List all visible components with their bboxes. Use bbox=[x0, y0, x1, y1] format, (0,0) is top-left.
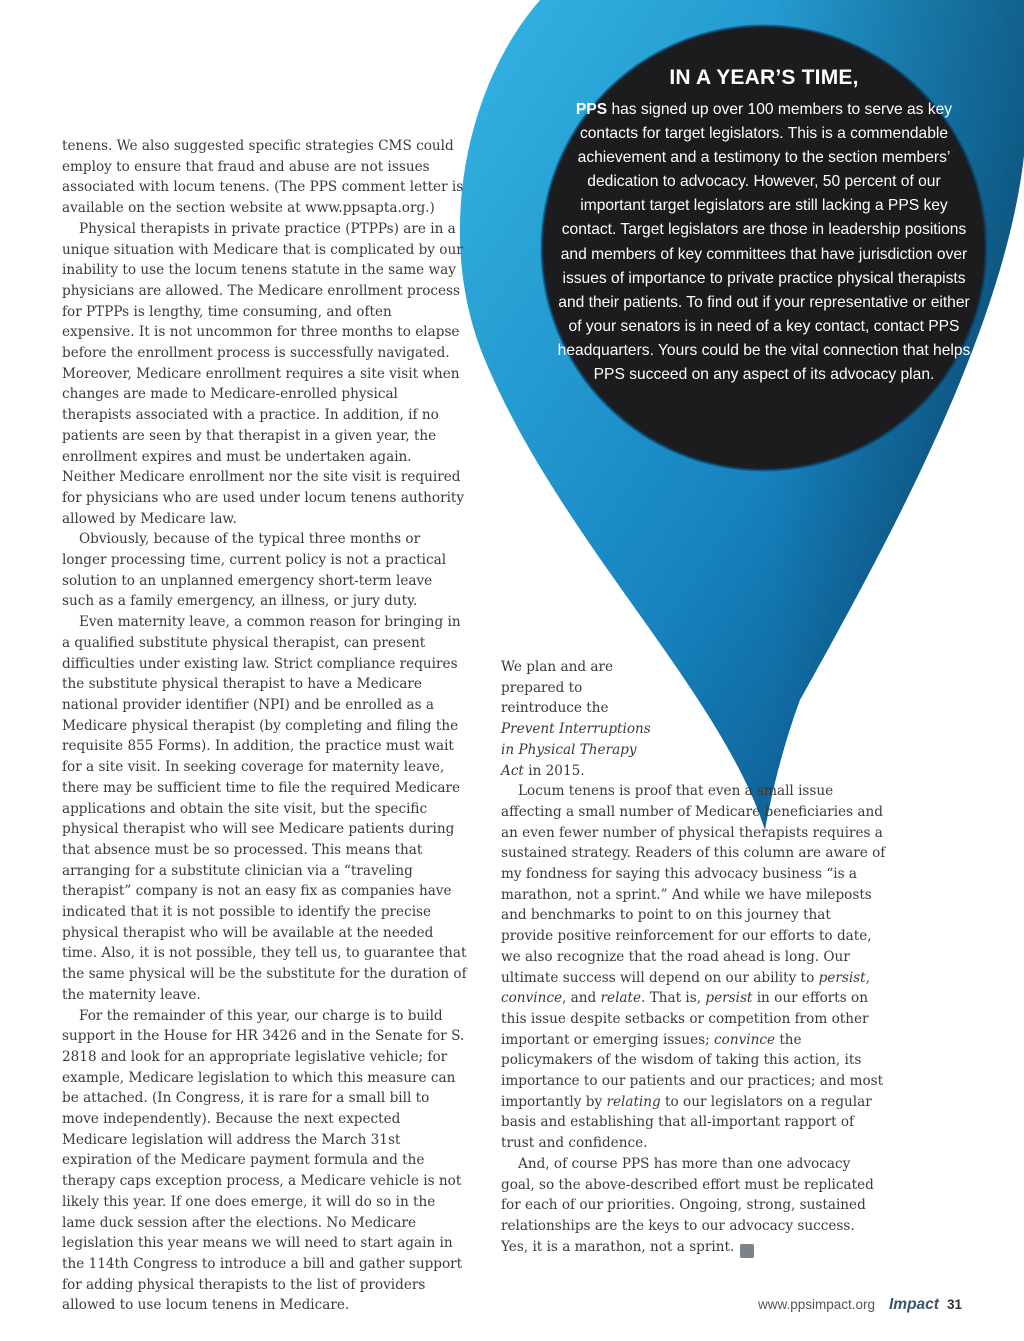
paragraph: tenens. We also suggested specific strategies CMS could employ to ensure that fraud and abuse are not issues associated with locum tenens. (The PPS comment letter is available on the section website at www.ppsapta.org.) bbox=[62, 138, 464, 217]
paragraph: Even maternity leave, a common reason for bringing in a qualified substitute physical therapist, can present difficulties under existing law. Strict compliance requires the substitute physical therapist to have a Medicare national provider identifier (NPI) and be enrolled as a Medicare physical therapist (by completing and filing the requisite 855 Forms). In addition, the practice must wait for a site visit. In seeking coverage for maternity leave, there may be sufficient time to file the required Medicare applications and obtain the site visit, but the specific physical therapist who will see Medicare patients during that absence must be so processed. This means that arranging for a substitute clinician via a “traveling therapist” company is not an easy fix as companies have indicated that it is not possible to identify the precise physical therapist who will be available at the needed time. Also, it is not possible, they tell us, to guarantee that the same physical will be the substitute for the duration of the maternity leave. bbox=[62, 614, 467, 1003]
paragraph: We plan and are prepared to reintroduce the Prevent Interruptions in Physical Therapy Act in 2015. bbox=[501, 659, 651, 779]
callout-box bbox=[556, 66, 972, 387]
left-column bbox=[62, 136, 467, 1316]
end-mark-icon: I bbox=[740, 1244, 754, 1258]
magazine-brand: Impact bbox=[889, 1296, 939, 1313]
callout-lead: PPS bbox=[575, 101, 608, 118]
paragraph: Obviously, because of the typical three months or longer processing time, current policy is not a practical solution to an unplanned emergency short-term leave such as a family emergency, an illness, or jury duty. bbox=[62, 531, 447, 610]
page-footer bbox=[758, 1296, 962, 1314]
callout-body bbox=[556, 98, 972, 387]
paragraph: For the remainder of this year, our charge is to build support in the House for HR 3426 and in the Senate for S. 2818 and look for an appropriate legislative vehicle; for example, Medicare legislation to which this measure can be attached. (In Congress, it is rare for a small bill to move independently). Because the next expected Medicare legislation will address the March 31st expiration of the Medicare payment formula and the therapy caps exception process, a Medicare vehicle is not likely this year. If one does emerge, it will do so in the lame duck session after the elections. No Medicare legislation this year means we will need to start again in the 114th Congress to introduce a bill and gather support for adding physical therapists to the list of providers allowed to use locum tenens in Medicare. bbox=[62, 1007, 465, 1314]
paragraph: Locum tenens is proof that even a small issue affecting a small number of Medicare beneficiaries and an even fewer number of physical therapists requires a sustained strategy. Readers of this column are aware of my fondness for saying this advocacy business “is a marathon, not a sprint.” And while we have mileposts and benchmarks to point to on this journey that provide positive reinforcement for our efforts to date, we also recognize that the road ahead is long. Our ultimate success will depend on our ability to persist, convince, and relate. That is, persist in our efforts on this issue despite setbacks or competition from other important or emerging issues; convince the policymakers of the wisdom of taking this action, its importance to our patients and our practices; and most importantly by relating to our legislators on a regular basis and establishing that all-important rapport of trust and confidence. bbox=[501, 783, 886, 1152]
callout-heading: IN A YEAR’S TIME, bbox=[669, 66, 859, 89]
paragraph: Physical therapists in private practice (PTPPs) are in a unique situation with Medicare that is complicated by our inability to use the locum tenens statute in the same way physicians are allowed. The Medicare enrollment process for PTPPs is lengthy, time consuming, and often expensive. It is not uncommon for three months to elapse before the enrollment process is successfully navigated. Moreover, Medicare enrollment requires a site visit when changes are made to Medicare-enrolled physical therapists associated with a practice. In addition, if no patients are seen by that therapist in a given year, the enrollment expires and must be undertaken again. Neither Medicare enrollment nor the site visit is required for physicians who are used under locum tenens authority allowed by Medicare law. bbox=[62, 220, 465, 527]
right-column bbox=[501, 657, 886, 1258]
page-number: 31 bbox=[946, 1297, 962, 1312]
footer-url[interactable]: www.ppsimpact.org bbox=[757, 1297, 875, 1312]
paragraph: And, of course PPS has more than one advocacy goal, so the above-described effort must be replicated for each of our priorities. Ongoing, strong, sustained relationships are the keys to our advocacy success. Yes, it is a marathon, not a sprint. I bbox=[501, 1155, 874, 1256]
callout-text: has signed up over 100 members to serve as key contacts for target legislators. This is a commendable achievement and a testimony to the section members’ dedication to advocacy. However, 50 percent of our important target legislators are still lacking a PPS key contact. Target legislators are those in leadership positions and members of key committees that have jurisdiction over issues of importance to private practice physical therapists and their patients. To find out if your representative or either of your senators is in need of a key contact, contact PPS headquarters. Yours could be the vital connection that helps PPS succeed on any aspect of its advocacy plan. bbox=[557, 101, 971, 384]
